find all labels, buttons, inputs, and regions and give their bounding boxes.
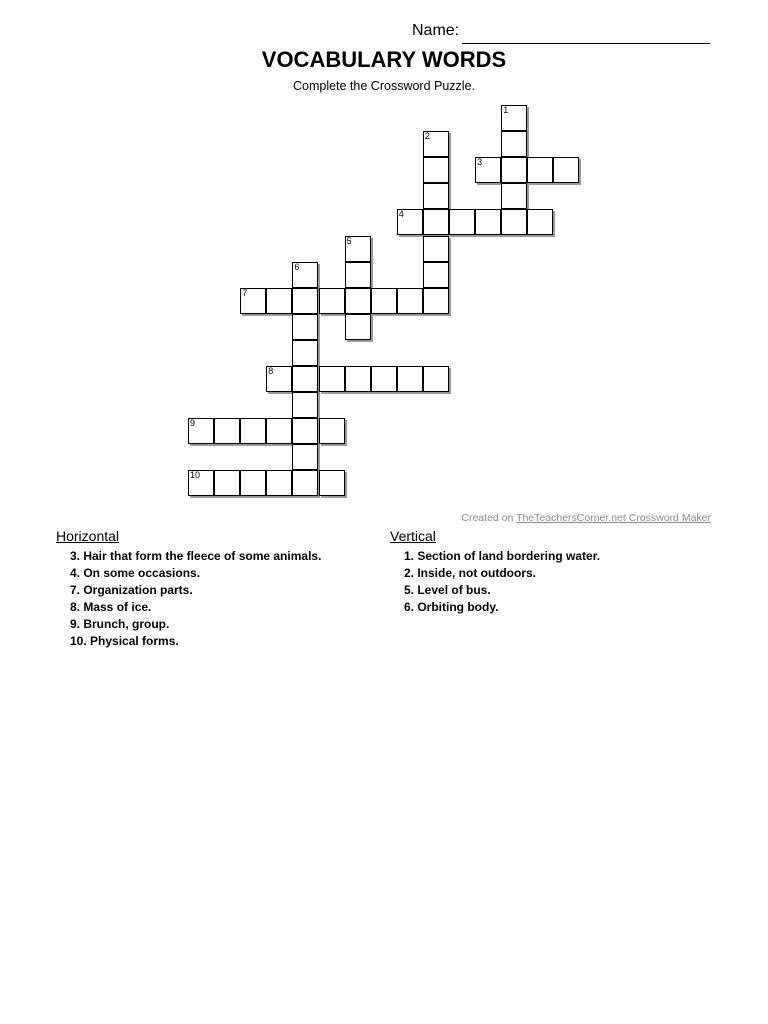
credit-link[interactable]: TheTeachersCorner.net Crossword Maker (516, 512, 711, 524)
clue-number: 10 (190, 470, 201, 481)
crossword-cell[interactable] (266, 366, 292, 392)
clue-item: 4. On some occasions. (70, 566, 201, 580)
crossword-cell[interactable] (501, 209, 527, 235)
crossword-cell[interactable] (292, 340, 318, 366)
crossword-cell[interactable] (345, 314, 371, 340)
credit-line (461, 512, 711, 524)
clue-number: 7 (242, 287, 248, 298)
credit-prefix: Created on (461, 512, 517, 524)
crossword-cell[interactable] (292, 366, 318, 392)
clue-item: 10. Physical forms. (70, 634, 179, 648)
vertical-clue-list (390, 548, 720, 616)
clue-number: 3 (477, 157, 483, 168)
crossword-cell[interactable] (371, 366, 397, 392)
crossword-cell[interactable] (423, 183, 449, 209)
crossword-cell[interactable] (475, 157, 501, 183)
name-label: Name: (412, 22, 460, 39)
crossword-cell[interactable] (266, 418, 292, 444)
crossword-cell[interactable] (188, 418, 214, 444)
crossword-cell[interactable] (423, 157, 449, 183)
crossword-cell[interactable] (423, 288, 449, 314)
crossword-cell[interactable] (501, 131, 527, 157)
clue-number: 4 (398, 209, 404, 220)
crossword-cell[interactable] (214, 470, 240, 496)
crossword-cell[interactable] (292, 418, 318, 444)
crossword-cell[interactable] (345, 288, 371, 314)
crossword-cell[interactable] (292, 314, 318, 340)
clue-number: 1 (503, 105, 509, 115)
crossword-cell[interactable] (423, 262, 449, 288)
horizontal-clues (56, 528, 386, 650)
crossword-cell[interactable] (319, 418, 345, 444)
crossword-cell[interactable] (527, 209, 553, 235)
horizontal-clue-list (56, 548, 386, 650)
clue-item: 8. Mass of ice. (70, 600, 152, 614)
crossword-cell[interactable] (188, 470, 214, 496)
crossword-cell[interactable] (475, 209, 501, 235)
crossword-cell[interactable] (553, 157, 579, 183)
crossword-cell[interactable] (527, 157, 553, 183)
clue-number: 2 (424, 131, 430, 142)
crossword-cell[interactable] (423, 131, 449, 157)
crossword-cell[interactable] (423, 236, 449, 262)
crossword-cell[interactable] (292, 470, 318, 496)
crossword-cell[interactable] (397, 209, 423, 235)
crossword-cell[interactable] (292, 444, 318, 470)
clue-item: 5. Level of bus. (404, 583, 491, 597)
crossword-cell[interactable] (292, 262, 318, 288)
clue-item: 7. Organization parts. (70, 583, 193, 597)
clue-item: 3. Hair that form the fleece of some animals. (70, 549, 322, 563)
crossword-cell[interactable] (501, 105, 527, 131)
crossword-cell[interactable] (423, 366, 449, 392)
crossword-cell[interactable] (292, 288, 318, 314)
vertical-heading: Vertical (390, 528, 436, 544)
clue-number: 6 (294, 261, 300, 272)
clue-item: 2. Inside, not outdoors. (404, 566, 536, 580)
crossword-cell[interactable] (449, 209, 475, 235)
crossword-cell[interactable] (423, 209, 449, 235)
crossword-cell[interactable] (345, 236, 371, 262)
clue-number: 8 (268, 366, 274, 376)
page-subtitle: Complete the Crossword Puzzle. (292, 79, 476, 93)
crossword-cell[interactable] (501, 183, 527, 209)
horizontal-heading: Horizontal (56, 528, 120, 544)
clue-number: 9 (190, 418, 196, 429)
clue-item: 9. Brunch, group. (70, 617, 170, 631)
vertical-clues (390, 528, 720, 616)
crossword-cell[interactable] (319, 470, 345, 496)
crossword-cell[interactable] (397, 288, 423, 314)
crossword-cell[interactable] (292, 392, 318, 418)
crossword-cell[interactable] (501, 157, 527, 183)
page-title: VOCABULARY WORDS (261, 47, 507, 72)
crossword-cell[interactable] (214, 418, 240, 444)
crossword-cell[interactable] (240, 288, 266, 314)
clue-item: 6. Orbiting body. (404, 600, 499, 614)
clue-number: 5 (346, 235, 352, 246)
clue-item: 1. Section of land bordering water. (404, 549, 601, 563)
crossword-cell[interactable] (266, 288, 292, 314)
crossword-cell[interactable] (345, 262, 371, 288)
crossword-cell[interactable] (319, 288, 345, 314)
crossword-cell[interactable] (345, 366, 371, 392)
crossword-cell[interactable] (397, 366, 423, 392)
crossword-cell[interactable] (266, 470, 292, 496)
crossword-cell[interactable] (240, 418, 266, 444)
crossword-cell[interactable] (240, 470, 266, 496)
crossword-cell[interactable] (371, 288, 397, 314)
crossword-cell[interactable] (319, 366, 345, 392)
